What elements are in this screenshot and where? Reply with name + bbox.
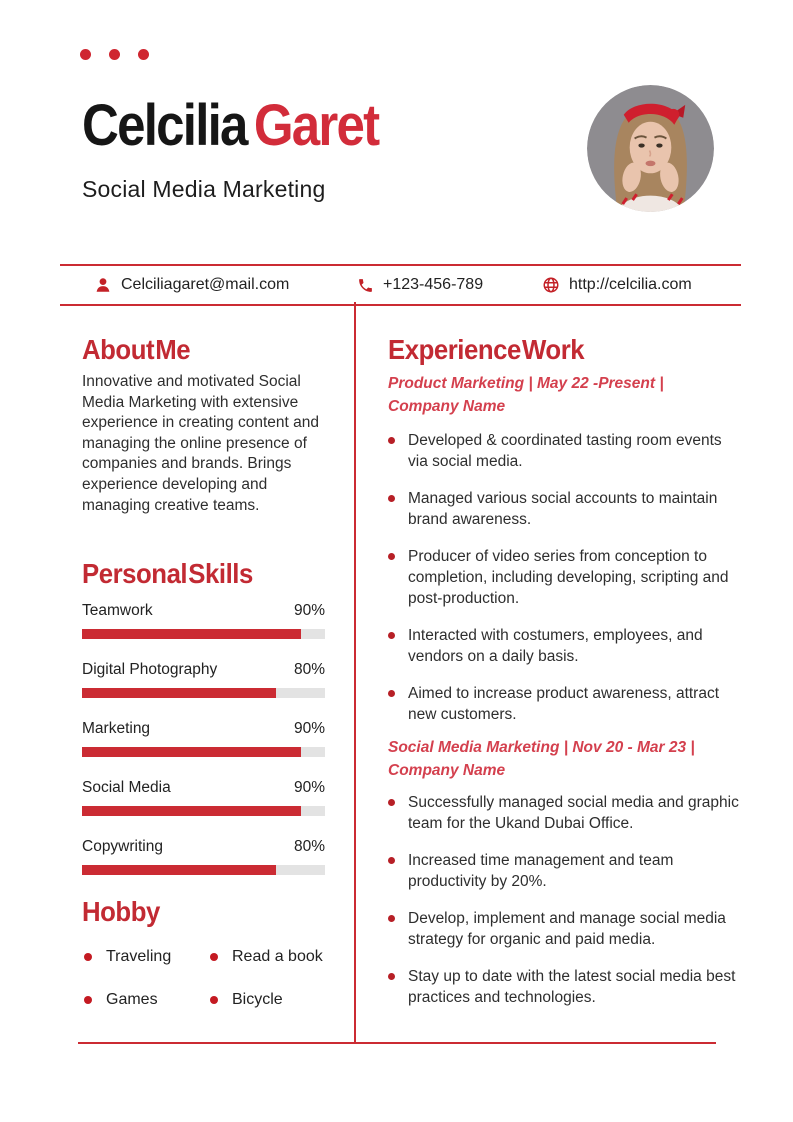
- skill-bar-track: [82, 747, 325, 757]
- skill-bar-track: [82, 865, 325, 875]
- skill-percent: 90%: [293, 779, 325, 796]
- bullet-item: [388, 850, 740, 892]
- bullet-item: [388, 908, 740, 950]
- hobby-label: Games: [106, 991, 158, 1008]
- bullet-item: [388, 488, 740, 530]
- contact-bar: [60, 264, 741, 306]
- skill-bar-fill: [82, 806, 301, 816]
- skill-bar-fill: [82, 629, 301, 639]
- bullet-dot-icon: [84, 996, 92, 1004]
- skill-percent: 90%: [293, 602, 325, 619]
- skill-label: Copywriting: [82, 838, 163, 855]
- hobby-label: Read a book: [232, 948, 323, 965]
- bullet-text: Aimed to increase product awareness, attract new customers.: [408, 685, 720, 723]
- skill-item: [82, 720, 325, 757]
- job-heading: [388, 736, 740, 782]
- hobby-item: [210, 948, 349, 966]
- last-name: Garet: [253, 93, 379, 158]
- phone-icon: [357, 277, 374, 294]
- skill-item: [82, 838, 325, 875]
- bottom-rule-line: [78, 1042, 716, 1044]
- bullet-dot-icon: [388, 973, 395, 980]
- hobby-list: [84, 948, 349, 1009]
- column-divider-line: [354, 302, 356, 1042]
- person-icon: [94, 276, 112, 294]
- experience-section-title: Experience Work: [388, 334, 585, 365]
- bullet-text: Increased time management and team productivity by 20%.: [408, 852, 674, 890]
- bullet-text: Developed & coordinated tasting room events via social media.: [408, 432, 722, 470]
- job-heading-line1: Product Marketing | May 22 -Present |: [388, 375, 664, 392]
- job-heading-line2: Company Name: [388, 398, 506, 415]
- bullet-dot-icon: [388, 553, 395, 560]
- bullet-dot-icon: [388, 632, 395, 639]
- skill-bar-track: [82, 806, 325, 816]
- about-body-text: Innovative and motivated Social Media Marketing with extensive experience in creating content and managing the online presence of companies and brands. Brings experience developing and managing creative teams.: [82, 373, 319, 514]
- bullet-dot-icon: [388, 857, 395, 864]
- bullet-dot-icon: [388, 690, 395, 697]
- skill-label: Social Media: [82, 779, 171, 796]
- bullet-item: [388, 625, 740, 667]
- skill-label: Teamwork: [82, 602, 153, 619]
- bullet-text: Producer of video series from conception to completion, including developing, scripting and post-production.: [408, 548, 729, 607]
- bullet-item: [388, 792, 740, 834]
- bullet-item: [388, 966, 740, 1008]
- dot-icon: [138, 49, 149, 60]
- hobby-label: Traveling: [106, 948, 172, 965]
- bullet-text: Successfully managed social media and graphic team for the Ukand Dubai Office.: [408, 794, 739, 832]
- portrait-illustration: [587, 85, 714, 212]
- skill-item: [82, 779, 325, 816]
- job-heading: [388, 372, 740, 418]
- bullet-item: [388, 430, 740, 472]
- bullet-dot-icon: [388, 495, 395, 502]
- email-text: Celciliagaret@mail.com: [121, 276, 290, 293]
- bullet-text: Stay up to date with the latest social media best practices and technologies.: [408, 968, 736, 1006]
- name-heading: [82, 94, 378, 158]
- bullet-dot-icon: [388, 437, 395, 444]
- skill-bar-fill: [82, 865, 276, 875]
- skill-bar-track: [82, 629, 325, 639]
- job-subtitle: Social Media Marketing: [82, 176, 326, 202]
- skill-percent: 90%: [293, 720, 325, 737]
- contact-website[interactable]: [542, 276, 692, 294]
- globe-icon: [542, 276, 560, 294]
- bullet-dot-icon: [210, 953, 218, 961]
- bullet-dot-icon: [388, 799, 395, 806]
- bullet-dot-icon: [210, 996, 218, 1004]
- contact-email[interactable]: [94, 276, 289, 294]
- skills-section-title: Personal Skills: [82, 558, 253, 589]
- skill-item: [82, 661, 325, 698]
- job-bullet-list: [388, 792, 740, 1024]
- about-section-title: About Me: [82, 334, 191, 365]
- decorative-dots: [80, 49, 149, 60]
- skill-percent: 80%: [293, 838, 325, 855]
- dot-icon: [80, 49, 91, 60]
- hobby-item: [210, 991, 349, 1009]
- skills-list: [82, 602, 325, 897]
- bullet-dot-icon: [84, 953, 92, 961]
- job-heading-line1: Social Media Marketing | Nov 20 - Mar 23 |: [388, 739, 695, 756]
- hobby-section-title: Hobby: [82, 896, 160, 927]
- skill-bar-fill: [82, 747, 301, 757]
- phone-text: +123-456-789: [383, 276, 484, 293]
- hobby-item: [84, 948, 210, 966]
- skill-label: Marketing: [82, 720, 151, 737]
- bullet-text: Interacted with costumers, employees, and vendors on a daily basis.: [408, 627, 703, 665]
- website-text: http://celcilia.com: [569, 276, 692, 293]
- bullet-item: [388, 683, 740, 725]
- skill-item: [82, 602, 325, 639]
- bullet-item: [388, 546, 740, 609]
- skill-label: Digital Photography: [82, 661, 218, 678]
- hobby-item: [84, 991, 210, 1009]
- bullet-dot-icon: [388, 915, 395, 922]
- job-bullet-list: [388, 430, 740, 741]
- skill-percent: 80%: [293, 661, 325, 678]
- job-heading-line2: Company Name: [388, 762, 506, 779]
- first-name: Celcilia: [82, 93, 247, 158]
- skill-bar-fill: [82, 688, 276, 698]
- profile-photo: [587, 85, 714, 212]
- skill-bar-track: [82, 688, 325, 698]
- dot-icon: [109, 49, 120, 60]
- hobby-label: Bicycle: [232, 991, 283, 1008]
- contact-phone[interactable]: [357, 276, 483, 294]
- bullet-text: Develop, implement and manage social media strategy for organic and paid media.: [408, 910, 726, 948]
- bullet-text: Managed various social accounts to maintain brand awareness.: [408, 490, 718, 528]
